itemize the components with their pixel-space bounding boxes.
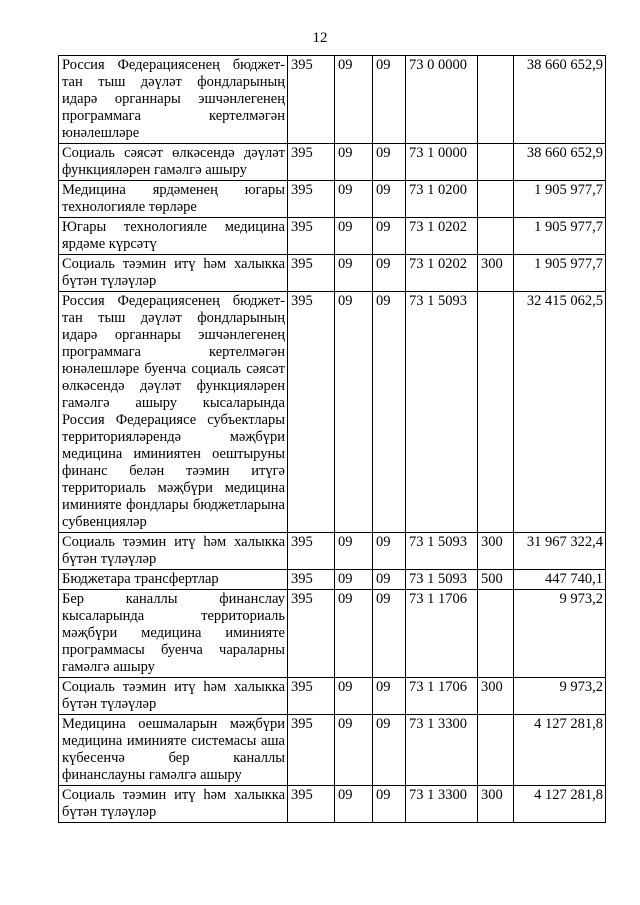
row-rz: 09: [335, 786, 373, 823]
row-amount: 1 905 977,7: [514, 181, 606, 218]
row-csr: 73 1 1706: [406, 678, 478, 715]
row-ved: 395: [288, 590, 335, 678]
row-vr: [478, 181, 514, 218]
row-vr: 300: [478, 786, 514, 823]
row-rz: 09: [335, 255, 373, 292]
row-pr: 09: [373, 56, 406, 144]
row-name: Медицина оешмаларын мәҗбүри медицина иминияте системасы аша күбесенчә бер каналлы финанслауны гамәлгә ашыру: [59, 715, 288, 786]
row-pr: 09: [373, 533, 406, 570]
row-name: Югары технологияле медицина ярдәме күрсәтү: [59, 218, 288, 255]
row-amount: 1 905 977,7: [514, 255, 606, 292]
row-csr: 73 1 1706: [406, 590, 478, 678]
row-pr: 09: [373, 255, 406, 292]
row-csr: 73 1 5093: [406, 292, 478, 533]
row-ved: 395: [288, 533, 335, 570]
row-csr: 73 1 0202: [406, 218, 478, 255]
row-name: Бер каналлы финанслау кысаларында территориаль мәҗбүри медицина иминияте программасы буенча чараларны гамәлгә ашыру: [59, 590, 288, 678]
table-row: [59, 678, 606, 715]
row-ved: 395: [288, 218, 335, 255]
row-pr: 09: [373, 590, 406, 678]
row-ved: 395: [288, 144, 335, 181]
row-ved: 395: [288, 715, 335, 786]
table-row: [59, 570, 606, 590]
table-row: [59, 786, 606, 823]
table-row: [59, 292, 606, 533]
row-amount: 9 973,2: [514, 678, 606, 715]
row-vr: [478, 56, 514, 144]
row-rz: 09: [335, 292, 373, 533]
row-rz: 09: [335, 144, 373, 181]
row-amount: 4 127 281,8: [514, 786, 606, 823]
row-vr: 300: [478, 255, 514, 292]
table-row: [59, 255, 606, 292]
row-ved: 395: [288, 786, 335, 823]
budget-table: [58, 55, 606, 823]
row-rz: 09: [335, 56, 373, 144]
row-name: Россия Федерациясенең бюджет-тан тыш дәүләт фондларының идарә органнары эшчәнлегенең программага кертелмәгән юнәлешләре: [59, 56, 288, 144]
row-pr: 09: [373, 570, 406, 590]
table-row: [59, 590, 606, 678]
row-pr: 09: [373, 786, 406, 823]
row-csr: 73 1 0000: [406, 144, 478, 181]
table-row: [59, 715, 606, 786]
row-vr: 300: [478, 678, 514, 715]
row-ved: 395: [288, 255, 335, 292]
page-number: 12: [312, 30, 328, 46]
row-amount: 32 415 062,5: [514, 292, 606, 533]
row-pr: 09: [373, 292, 406, 533]
row-name: Россия Федерациясенең бюджет-тан тыш дәүләт фондларының идарә органнары эшчәнлегенең программага кертелмәгән юнәлешләре буенча социаль сәясәт өлкәсендә дәүләт функцияләрен гамәлгә ашыру кысаларында Россия Федерациясе субъектлары территорияләрендә мәҗбүри медицина иминиятен оештыруны финанс белән тәэмин итүгә территориаль мәҗбүри медицина иминияте фондлары бюджетларына субвенцияләр: [59, 292, 288, 533]
row-name: Социаль тәэмин итү һәм халыкка бүтән түләүләр: [59, 255, 288, 292]
row-vr: [478, 292, 514, 533]
row-csr: 73 1 5093: [406, 570, 478, 590]
row-name: Медицина ярдәменең югары технологияле төрләре: [59, 181, 288, 218]
row-vr: [478, 590, 514, 678]
row-csr: 73 0 0000: [406, 56, 478, 144]
row-ved: 395: [288, 181, 335, 218]
table-row: [59, 533, 606, 570]
row-pr: 09: [373, 218, 406, 255]
row-name: Социаль тәэмин итү һәм халыкка бүтән түләүләр: [59, 533, 288, 570]
row-csr: 73 1 3300: [406, 715, 478, 786]
row-vr: 500: [478, 570, 514, 590]
row-amount: 9 973,2: [514, 590, 606, 678]
table-row: [59, 181, 606, 218]
row-rz: 09: [335, 181, 373, 218]
table-row: [59, 218, 606, 255]
row-pr: 09: [373, 181, 406, 218]
row-rz: 09: [335, 570, 373, 590]
row-csr: 73 1 0200: [406, 181, 478, 218]
row-amount: 1 905 977,7: [514, 218, 606, 255]
row-csr: 73 1 3300: [406, 786, 478, 823]
table-row: [59, 144, 606, 181]
row-ved: 395: [288, 678, 335, 715]
row-vr: [478, 715, 514, 786]
row-name: Социаль сәясәт өлкәсендә дәүләт функцияләрен гамәлгә ашыру: [59, 144, 288, 181]
row-amount: 38 660 652,9: [514, 144, 606, 181]
row-amount: 31 967 322,4: [514, 533, 606, 570]
row-amount: 38 660 652,9: [514, 56, 606, 144]
row-name: Социаль тәэмин итү һәм халыкка бүтән түләүләр: [59, 786, 288, 823]
row-name: Социаль тәэмин итү һәм халыкка бүтән түләүләр: [59, 678, 288, 715]
row-vr: 300: [478, 533, 514, 570]
row-name: Бюджетара трансфертлар: [59, 570, 288, 590]
row-amount: 447 740,1: [514, 570, 606, 590]
row-ved: 395: [288, 292, 335, 533]
row-csr: 73 1 5093: [406, 533, 478, 570]
row-amount: 4 127 281,8: [514, 715, 606, 786]
row-rz: 09: [335, 533, 373, 570]
row-pr: 09: [373, 144, 406, 181]
row-rz: 09: [335, 590, 373, 678]
row-rz: 09: [335, 678, 373, 715]
row-vr: [478, 218, 514, 255]
row-pr: 09: [373, 678, 406, 715]
row-csr: 73 1 0202: [406, 255, 478, 292]
row-vr: [478, 144, 514, 181]
row-rz: 09: [335, 218, 373, 255]
row-ved: 395: [288, 570, 335, 590]
row-ved: 395: [288, 56, 335, 144]
row-rz: 09: [335, 715, 373, 786]
budget-table-body: [59, 56, 606, 823]
row-pr: 09: [373, 715, 406, 786]
table-row: [59, 56, 606, 144]
